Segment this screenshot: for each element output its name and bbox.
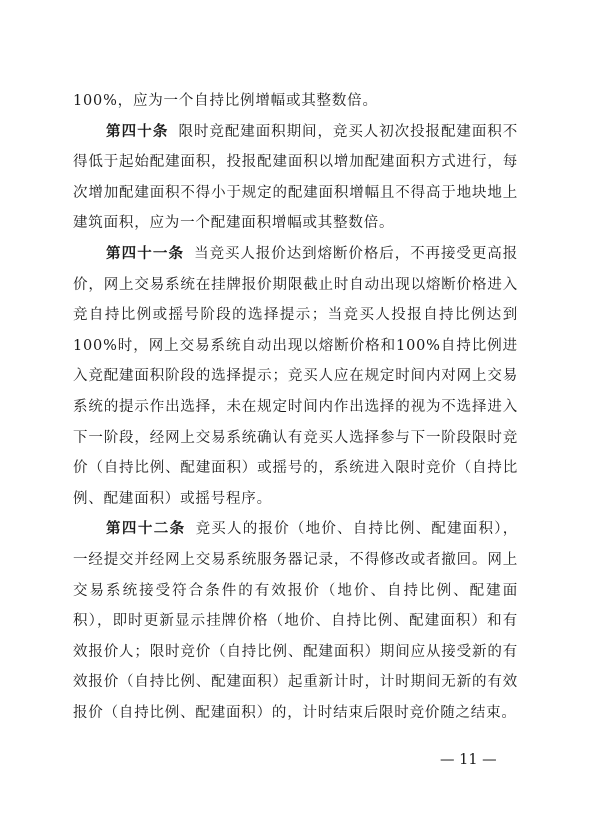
article-heading: 第四十二条	[106, 521, 186, 538]
paragraph-text: 当竞买人报价达到熔断价格后，不再接受更高报价，网上交易系统在挂牌报价期限截止时自动出现以熔断价格进入竞自持比例或摇号阶段的选择提示；当竞买人投报自持比例达到100%时，网上交易系统自动出现以熔断价格和100%自持比例进入竞配建面积阶段的选择提示；竞买人应在规定时间内对网上交易系统的提示作出选择，未在规定时间内作出选择的视为不选择进入下一阶段，经网上交易系统确认有竞买人选择参与下一阶段限时竞价（自持比例、配建面积）或摇号的，系统进入限时竞价（自持比例、配建面积）或摇号程序。	[73, 245, 518, 507]
page-number: — 11 —	[440, 752, 497, 768]
document-body	[73, 86, 518, 728]
paragraph-continuation	[73, 86, 518, 117]
article-41	[73, 239, 518, 514]
paragraph-text: 竞买人的报价（地价、自持比例、配建面积），一经提交并经网上交易系统服务器记录，不得修改或者撤回。网上交易系统接受符合条件的有效报价（地价、自持比例、配建面积），即时更新显示挂牌价格（地价、自持比例、配建面积）和有效报价人；限时竞价（自持比例、配建面积）期间应从接受新的有效报价（自持比例、配建面积）起重新计时，计时期间无新的有效报价（自持比例、配建面积）的，计时结束后限时竞价随之结束。	[73, 521, 518, 721]
article-heading: 第四十一条	[106, 245, 185, 262]
paragraph-text: 限时竞配建面积期间，竞买人初次投报配建面积不得低于起始配建面积，投报配建面积以增加配建面积方式进行，每次增加配建面积不得小于规定的配建面积增幅且不得高于地块地上建筑面积，应为一个配建面积增幅或其整数倍。	[73, 123, 518, 232]
article-40	[73, 117, 518, 239]
article-42	[73, 514, 518, 728]
paragraph-text: 100%，应为一个自持比例增幅或其整数倍。	[73, 93, 378, 109]
article-heading: 第四十条	[106, 123, 169, 140]
